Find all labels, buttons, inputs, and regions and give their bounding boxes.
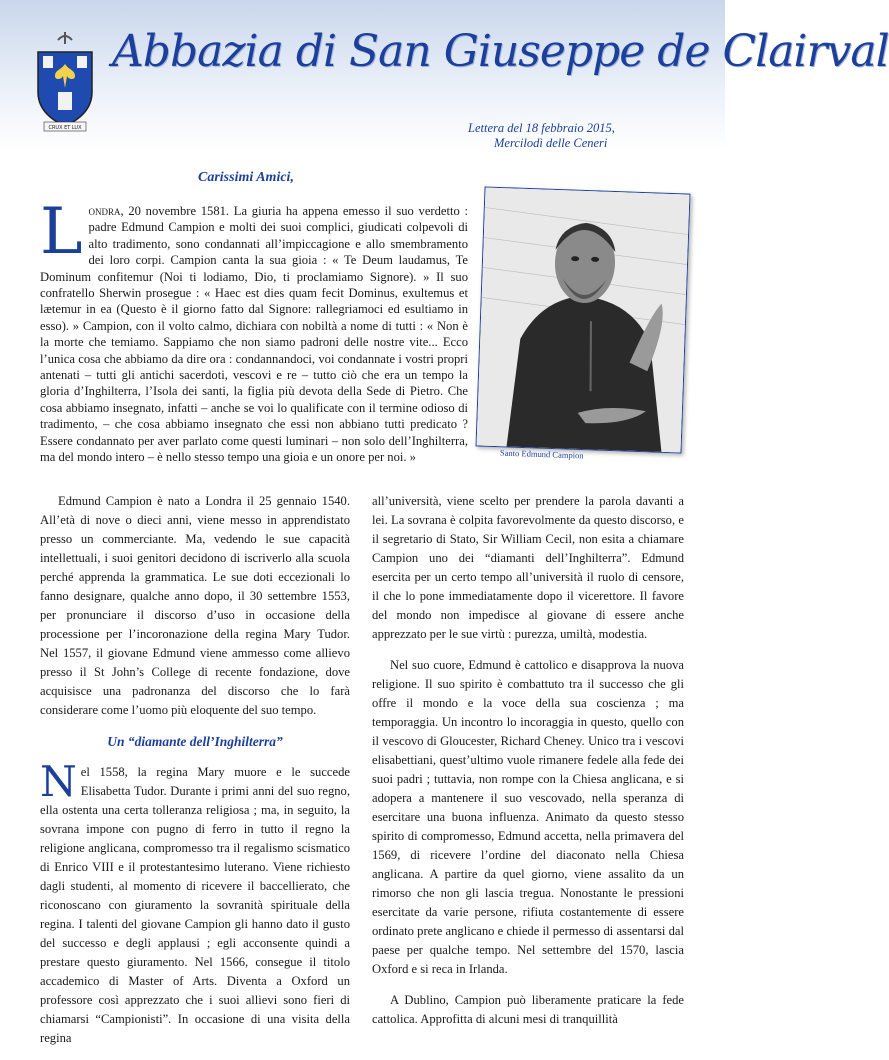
saint-portrait-icon <box>477 188 690 453</box>
right-paragraph-2: Nel suo cuore, Edmund è cattolico e disapprova la nuova religione. Il suo spirito è combattuto tra il successo che gli offre il mondo e la voce della sua coscienza ; ma temporaggia. Un incontro lo incoraggia in questo, quello con il vescovo di Gloucester, Richard Cheney. Unico tra i vescovi elisabettiani, quest’ultimo vuole rimanere fedele alla fede dei suoi padri ; tuttavia, non rompe con la Chiesa anglicana, e si adopera a mantenere il suo vescovado, nella speranza di esercitare una buona influenza. Animato da questo stesso spirito di compromesso, Edmund accetta, nella primavera del 1569, di ricevere l’ordine del diaconato nella Chiesa anglicana. A partire da quel giorno, viene assalito da un rimorso che non gli lascia tregua. Nonostante le pressioni esercitate da varie persone, rifiuta costantemente di essere ordinato prete anglicano e chiede il permesso di assentarsi dal paese per qualche tempo. Nel settembre del 1570, lascia Oxford e si reca in Irlanda. <box>372 658 684 976</box>
left-dropcap: N <box>40 757 77 806</box>
section-subhead: Un “diamante dell’Inghilterra” <box>107 734 283 749</box>
left-paragraph-1: Edmund Campion è nato a Londra il 25 gennaio 1540. All’età di nove o dieci anni, viene messo in apprendistato presso un commerciante. Ma, vedendo le sue capacità intellettuali, i suoi genitori decidono di iscriverlo alla scuola perché apprenda la grammatica. Le sue doti eccezionali lo fanno designare, qualche anno dopo, il 30 settembre 1553, per pronunciare il discorso d’uso in occasione della processione per l’incoronazione della regina Mary Tudor. Nel 1557, il giovane Edmund viene ammesso come allievo presso il St John’s College di recente fondazione, dove acquisisce una padronanza del discorso che lo farà considerare come l’uomo più eloquente del suo tempo. <box>40 494 350 717</box>
right-paragraph-3: A Dublino, Campion può liberamente praticare la fede cattolica. Approfitta di alcuni mesi di tranquillità <box>372 993 684 1026</box>
letter-place: Mercilodì delle Ceneri <box>494 136 608 150</box>
intro-smallcaps: ondra <box>88 204 121 218</box>
portrait-image <box>476 186 691 453</box>
left-paragraph-2-text: el 1558, la regina Mary muore e le succede Elisabetta Tudor. Durante i primi anni del suo regno, ella ostenta una certa tolleranza religiosa ; ma, in seguito, la sovrana impone con pugno di ferro in tutto il regno la religione anglicana, compromesso tra il regalismo scismatico di Enrico VIII e il protestantesimo luterano. Viene richiesto dagli studenti, al momento di ricevere il baccellierato, che riconoscano con giuramento la sovranità spirituale della regina. I talenti del giovane Campion gli hanno dato il gusto del successo e degli applausi ; egli acconsente quindi a prestare questo giuramento. Nel 1566, consegue il titolo accademico di Master of Arts. Diventa a Oxford un professore così apprezzato che i suoi allievi sono fieri di chiamarsi “Campionisti”. In occasione di una visita della regina <box>40 765 350 1045</box>
intro-dropcap: L <box>40 195 83 269</box>
crest-motto: CRUX ET LUX <box>48 125 82 131</box>
right-column <box>372 492 684 1041</box>
masthead-title: Abbazia di San Giuseppe de Clairval <box>112 26 889 77</box>
letter-date: Lettera del 18 febbraio 2015, <box>468 121 615 135</box>
right-paragraph-1: all’università, viene scelto per prendere la parola davanti a lei. La sovrana è colpita favorevolmente da questo discorso, e il segretario di Stato, Sir William Cecil, non esita a chiamare Campion uno dei “diamanti dell’Inghilterra”. Edmund esercita per un certo tempo all’università il ruolo di censore, il che lo pone immediatamente dopo il vicerettore. Il favore del mondo non impedisce al giovane di essere anche apprezzato per le sue virtù : purezza, umiltà, modestia. <box>372 494 684 641</box>
intro-paragraph <box>40 195 468 466</box>
salutation: Carissimi Amici, <box>198 170 294 185</box>
left-column <box>40 492 350 1060</box>
shield-icon <box>30 30 100 135</box>
left-paragraph-2 <box>40 757 350 1048</box>
portrait-caption: Santo Edmund Campion <box>499 447 584 461</box>
abbey-crest <box>30 30 100 135</box>
intro-text: , 20 novembre 1581. La giuria ha appena emesso il suo verdetto : padre Edmund Campion e molti dei suoi complici, giudicati colpevoli di alto tradimento, sono condannati all’impiccagione e allo smembramento dei loro corpi. Campion canta la sua gioia : « Te Deum laudamus, Te Dominum confitemur (Noi ti lodiamo, Dio, ti proclamiamo Signore). » Il suo confratello Sherwin prosegue : « Haec est dies quam fecit Dominus, exultemus et lætemur in ea (Questo è il giorno fatto dal Signore: rallegriamoci ed esultiamo in esso). » Campion, con il volto calmo, dichiara con nobiltà a nome di tutti : « Non è la morte che temiamo. Sappiamo che non siamo padroni delle nostre vite... Ecco l’unica cosa che abbiamo da dire ora : condannandoci, voi condannate i vostri propri antenati – tutti gli antichi sacerdoti, vescovi e re – tutto ciò che era un tempo la gloria d’Inghilterra, l’Isola dei santi, la figlia più devota della Sede di Pietro. Che cosa abbiamo insegnato, infatti – anche se voi lo qualificate con il termine odioso di tradimento, – che cosa abbiamo insegnato che essi non abbiano tutti predicato ? Essere condannato per aver parlato come questi luminari – non solo dell’Inghilterra, ma del mondo intero – è nello stesso tempo una gioia e un onore per noi. » <box>40 204 468 465</box>
